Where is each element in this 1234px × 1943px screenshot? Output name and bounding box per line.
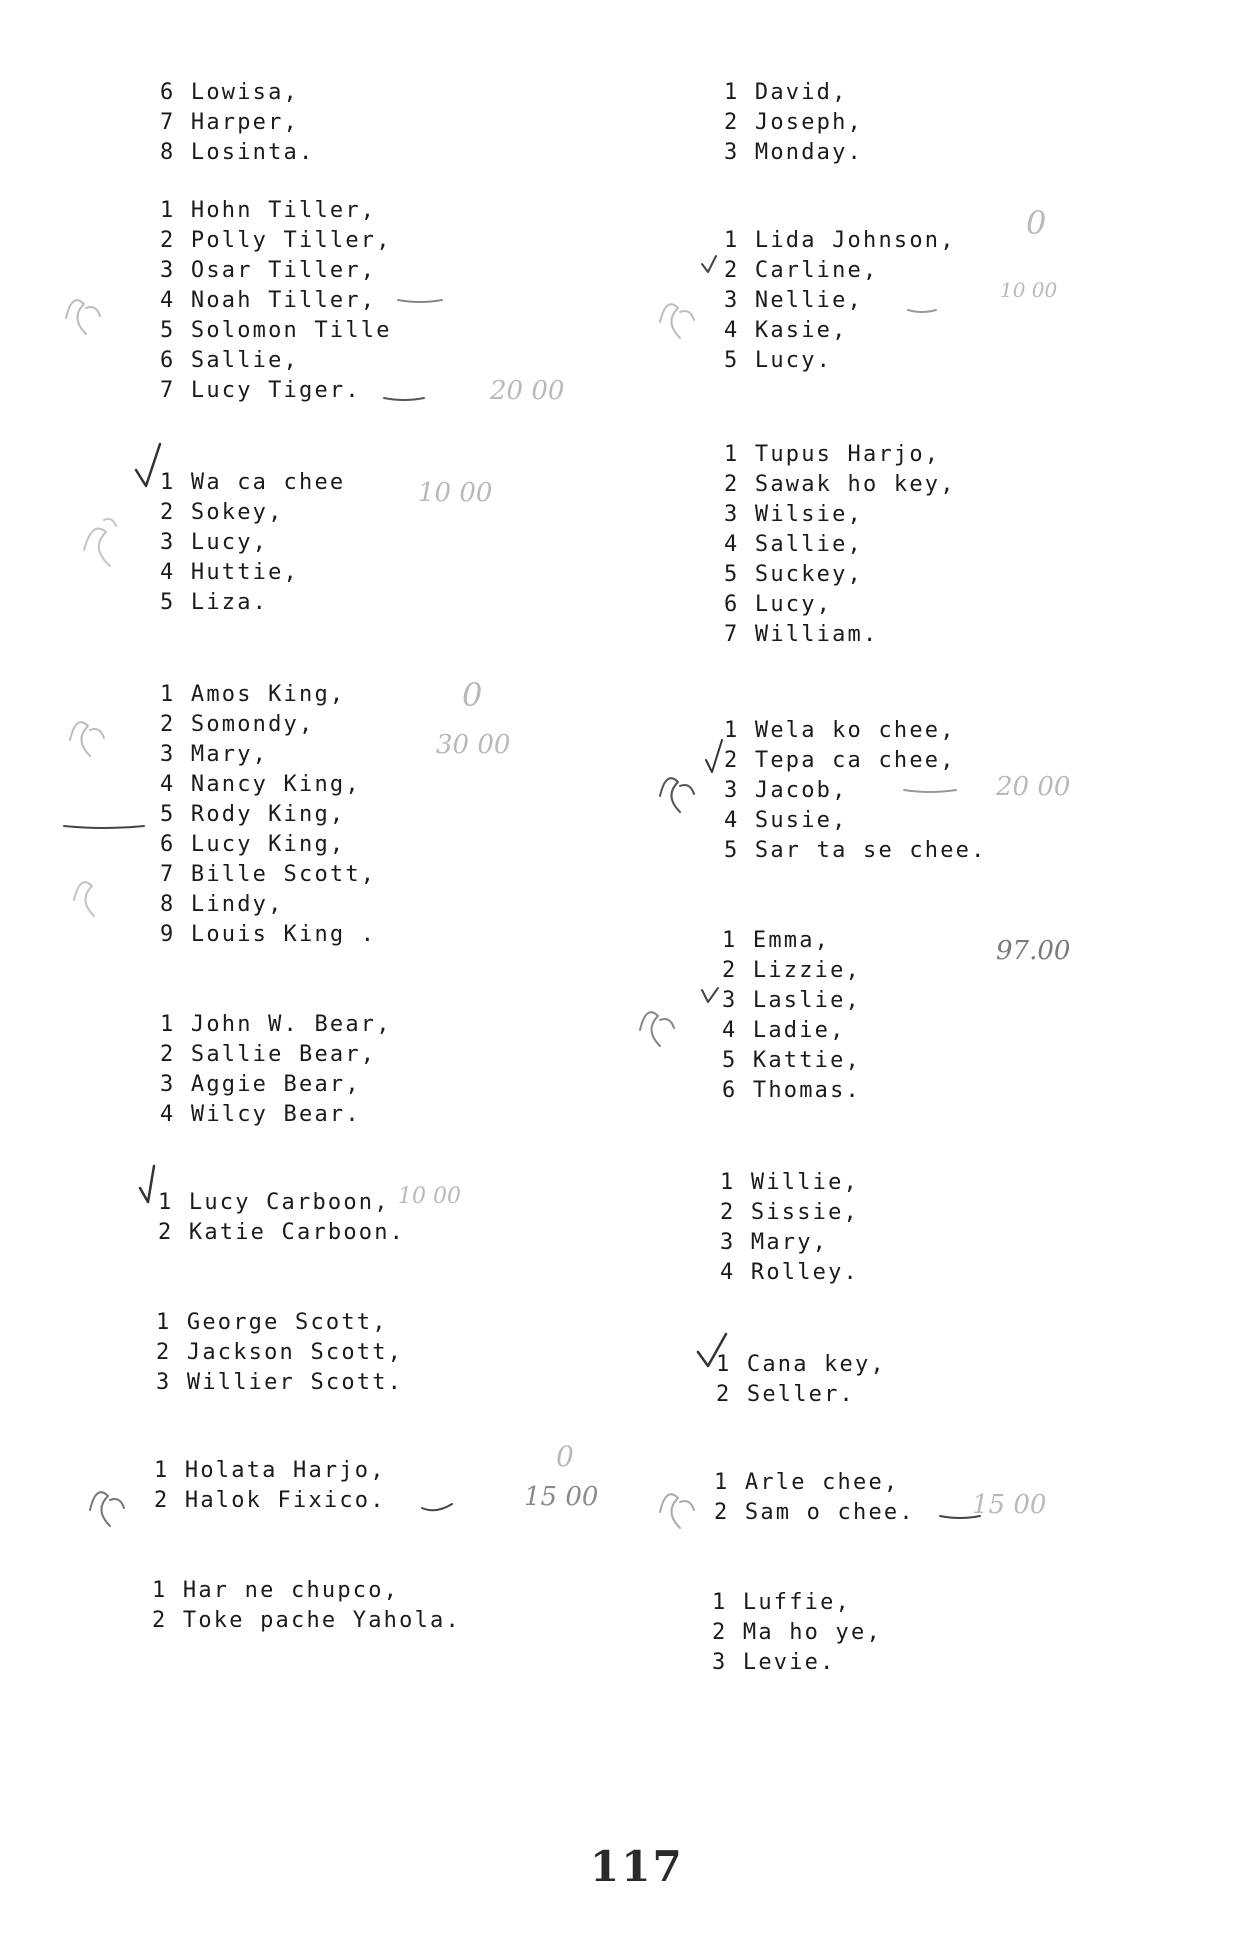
check-mark-icon [702, 988, 718, 1002]
roster-entry: 1 Emma, [722, 928, 831, 953]
roster-entry: 1 Lucy Carboon, [158, 1190, 390, 1215]
roster-entry: 3 Monday. [724, 140, 864, 165]
check-mark-icon [706, 740, 722, 772]
roster-entry: 2 Sam o chee. [714, 1500, 915, 1525]
roster-entry: 1 Arle chee, [714, 1470, 900, 1495]
roster-entry: 2 Tepa ca chee, [724, 748, 956, 773]
roster-entry: 6 Sallie, [160, 348, 300, 373]
roster-entry: 5 Solomon Tille [160, 318, 392, 343]
roster-entry: 2 Sissie, [720, 1200, 860, 1225]
roster-entry: 5 Sar ta se chee. [724, 838, 987, 863]
roster-entry: 2 Polly Tiller, [160, 228, 392, 253]
handwritten-mark: 0 [1026, 204, 1047, 242]
roster-entry: 3 Mary, [160, 742, 269, 767]
pencil-line [904, 790, 956, 792]
roster-entry: 1 David, [724, 80, 848, 105]
roster-entry: 1 Luffie, [712, 1590, 852, 1615]
roster-entry: 3 Osar Tiller, [160, 258, 377, 283]
roster-entry: 3 Nellie, [724, 288, 864, 313]
roster-entry: 3 Lucy, [160, 530, 269, 555]
roster-entry: 2 Seller. [716, 1382, 856, 1407]
pencil-scribble [660, 304, 694, 338]
pencil-scribble [70, 722, 104, 756]
roster-entry: 2 Jackson Scott, [156, 1340, 404, 1365]
pencil-line [64, 826, 144, 828]
roster-entry: 1 Holata Harjo, [154, 1458, 386, 1483]
roster-entry: 2 Sallie Bear, [160, 1042, 377, 1067]
roster-entry: 5 Lucy. [724, 348, 833, 373]
roster-entry: 3 Jacob, [724, 778, 848, 803]
roster-entry: 3 Mary, [720, 1230, 829, 1255]
roster-entry: 8 Lindy, [160, 892, 284, 917]
handwritten-amount: 10 00 [1000, 278, 1058, 302]
handwritten-amount: 15 00 [972, 1490, 1047, 1520]
handwritten-amount: 30 00 [436, 730, 511, 760]
roster-entry: 3 Levie. [712, 1650, 836, 1675]
roster-entry: 1 George Scott, [156, 1310, 388, 1335]
roster-entry: 2 Toke pache Yahola. [152, 1608, 461, 1633]
roster-entry: 7 William. [724, 622, 879, 647]
roster-entry: 3 Laslie, [722, 988, 862, 1013]
roster-entry: 7 Harper, [160, 110, 300, 135]
roster-entry: 1 Wela ko chee, [724, 718, 956, 743]
handwritten-mark: 0 [462, 676, 483, 714]
roster-entry: 1 Willie, [720, 1170, 860, 1195]
pencil-scribble [640, 1012, 674, 1046]
roster-entry: 4 Susie, [724, 808, 848, 833]
handwritten-amount: 20 00 [996, 772, 1071, 802]
roster-entry: 2 Katie Carboon. [158, 1220, 406, 1245]
roster-entry: 3 Willier Scott. [156, 1370, 404, 1395]
roster-entry: 4 Sallie, [724, 532, 864, 557]
roster-entry: 2 Ma ho ye, [712, 1620, 882, 1645]
handwritten-amount: 97.00 [996, 936, 1071, 966]
roster-entry: 4 Wilcy Bear. [160, 1102, 361, 1127]
roster-entry: 6 Thomas. [722, 1078, 862, 1103]
page-number: 117 [590, 1842, 684, 1891]
check-mark-icon [140, 1166, 154, 1202]
pencil-line [940, 1516, 980, 1518]
roster-entry: 9 Louis King . [160, 922, 377, 947]
roster-entry: 5 Liza. [160, 590, 269, 615]
roster-entry: 1 Amos King, [160, 682, 346, 707]
roster-entry: 4 Ladie, [722, 1018, 846, 1043]
roster-entry: 1 Har ne chupco, [152, 1578, 400, 1603]
roster-entry: 6 Lucy, [724, 592, 833, 617]
roster-entry: 6 Lucy King, [160, 832, 346, 857]
roster-entry: 1 John W. Bear, [160, 1012, 392, 1037]
pencil-scribble [84, 519, 116, 566]
roster-entry: 1 Cana key, [716, 1352, 886, 1377]
roster-entry: 6 Lowisa, [160, 80, 300, 105]
pencil-line [384, 398, 424, 400]
roster-entry: 3 Wilsie, [724, 502, 864, 527]
roster-entry: 4 Kasie, [724, 318, 848, 343]
pencil-scribble [66, 300, 100, 334]
roster-entry: 1 Lida Johnson, [724, 228, 956, 253]
handwritten-mark: 0 [556, 1440, 574, 1473]
roster-entry: 5 Rody King, [160, 802, 346, 827]
roster-entry: 4 Nancy King, [160, 772, 361, 797]
roster-entry: 2 Carline, [724, 258, 879, 283]
pencil-line [422, 1504, 452, 1510]
roster-entry: 2 Lizzie, [722, 958, 862, 983]
roster-entry: 7 Lucy Tiger. [160, 378, 361, 403]
roster-entry: 4 Rolley. [720, 1260, 860, 1285]
pencil-scribble [660, 1494, 694, 1528]
roster-entry: 1 Wa ca chee [160, 470, 346, 495]
roster-entry: 2 Sokey, [160, 500, 284, 525]
handwritten-amount: 10 00 [398, 1184, 461, 1209]
check-mark-icon [136, 444, 160, 486]
pencil-scribble [74, 882, 94, 916]
roster-entry: 2 Joseph, [724, 110, 864, 135]
check-mark-icon [698, 1334, 726, 1366]
roster-entry: 8 Losinta. [160, 140, 315, 165]
roster-entry: 2 Halok Fixico. [154, 1488, 386, 1513]
roster-entry: 2 Somondy, [160, 712, 315, 737]
pencil-scribble [660, 778, 694, 812]
roster-entry: 7 Bille Scott, [160, 862, 377, 887]
pencil-line [398, 300, 442, 302]
handwritten-amount: 10 00 [418, 478, 493, 508]
roster-entry: 2 Sawak ho key, [724, 472, 956, 497]
roster-entry: 5 Suckey, [724, 562, 864, 587]
roster-entry: 5 Kattie, [722, 1048, 862, 1073]
pencil-line [908, 310, 936, 312]
roster-entry: 1 Tupus Harjo, [724, 442, 941, 467]
roster-entry: 3 Aggie Bear, [160, 1072, 361, 1097]
handwritten-amount: 20 00 [490, 376, 565, 406]
roster-entry: 4 Noah Tiller, [160, 288, 377, 313]
pencil-scribble [90, 1492, 124, 1526]
handwritten-amount: 15 00 [524, 1482, 599, 1512]
check-mark-icon [702, 256, 716, 272]
roster-entry: 4 Huttie, [160, 560, 300, 585]
roster-entry: 1 Hohn Tiller, [160, 198, 377, 223]
